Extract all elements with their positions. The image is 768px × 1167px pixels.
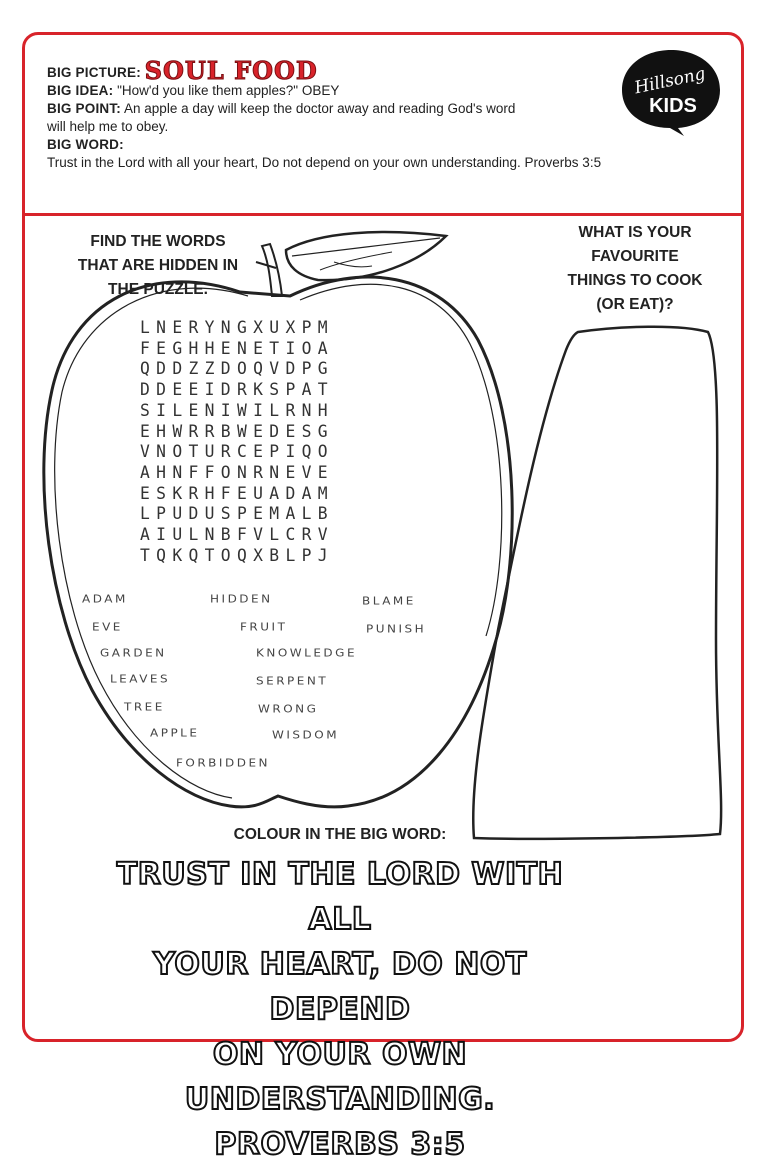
big-point-text: An apple a day will keep the doctor away and reading God's word	[124, 101, 516, 116]
word-fruit: FRUIT	[240, 621, 288, 633]
grid-row: QDDZZDOQVDPG	[140, 359, 334, 380]
word-punish: PUNISH	[366, 623, 427, 635]
find-line-2: THAT ARE HIDDEN IN	[77, 257, 239, 274]
word-leaves: LEAVES	[110, 673, 171, 685]
big-word-label: BIG WORD:	[47, 137, 124, 152]
verse-line-4: PROVERBS 3:5	[214, 1127, 466, 1162]
big-point-label: BIG POINT:	[47, 101, 122, 116]
find-words-instruction	[58, 230, 258, 302]
grid-row: VNOTURCEPIQO	[140, 442, 334, 463]
big-word-verse-outline	[80, 852, 600, 1167]
word-wrong: WRONG	[258, 703, 319, 715]
word-apple: APPLE	[150, 727, 200, 739]
word-wisdom: WISDOM	[272, 729, 340, 741]
grid-row: TQKQTOQXBLPJ	[140, 545, 334, 566]
fav-line-2: FAVOURITE	[591, 248, 679, 265]
word-forbidden: FORBIDDEN	[176, 757, 270, 769]
colour-in-label: COLOUR IN THE BIG WORD:	[233, 826, 447, 843]
favourite-question	[555, 221, 715, 317]
grid-row: AHNFFONRNEVE	[140, 462, 334, 483]
grid-row: EHWRRBWEDESG	[140, 421, 334, 442]
logo-wordmark: Hillsong	[632, 63, 708, 99]
word-search-grid	[140, 318, 428, 566]
word-serpent: SERPENT	[256, 675, 329, 687]
word-hidden: HIDDEN	[210, 593, 273, 605]
fav-line-1: WHAT IS YOUR	[578, 224, 692, 241]
big-idea-text: "How'd you like them apples?" OBEY	[117, 83, 340, 98]
word-tree: TREE	[124, 701, 165, 713]
big-picture-label: BIG PICTURE:	[47, 65, 141, 80]
find-line-3: THE PUZZLE.	[108, 281, 208, 298]
fav-line-4: (OR EAT)?	[596, 296, 674, 313]
grid-row: LPUDUSPEMALB	[140, 504, 334, 525]
grid-row: SILENIWILRNH	[140, 400, 334, 421]
fav-line-3: THINGS TO COOK	[567, 272, 703, 289]
grid-row: DDEEIDRKSPAT	[140, 380, 334, 401]
find-line-1: FIND THE WORDS	[90, 233, 226, 250]
word-blame: BLAME	[362, 595, 416, 607]
word-knowledge: KNOWLEDGE	[256, 647, 358, 659]
big-idea-label: BIG IDEA:	[47, 83, 114, 98]
big-picture-title: SOUL FOOD	[144, 56, 318, 85]
big-word-text: Trust in the Lord with all your heart, Do not depend on your own understanding. Proverbs 3:5	[47, 155, 602, 170]
word-adam: ADAM	[82, 593, 128, 605]
big-point-text-line2: will help me to obey.	[47, 119, 169, 134]
grid-row: LNERYNGXUXPM	[140, 318, 334, 338]
grid-row: AIULNBFVLCRV	[140, 525, 334, 546]
verse-line-3: ON YOUR OWN UNDERSTANDING.	[184, 1037, 496, 1117]
word-eve: EVE	[92, 621, 123, 633]
word-garden: GARDEN	[100, 647, 167, 659]
grid-row: ESKRHFEUADAM	[140, 483, 334, 504]
logo-kids: KIDS	[649, 95, 697, 117]
verse-line-2: YOUR HEART, DO NOT DEPEND	[153, 947, 527, 1027]
verse-line-1: TRUST IN THE LORD WITH ALL	[116, 857, 564, 937]
grid-row: FEGHHENETIOA	[140, 338, 334, 359]
